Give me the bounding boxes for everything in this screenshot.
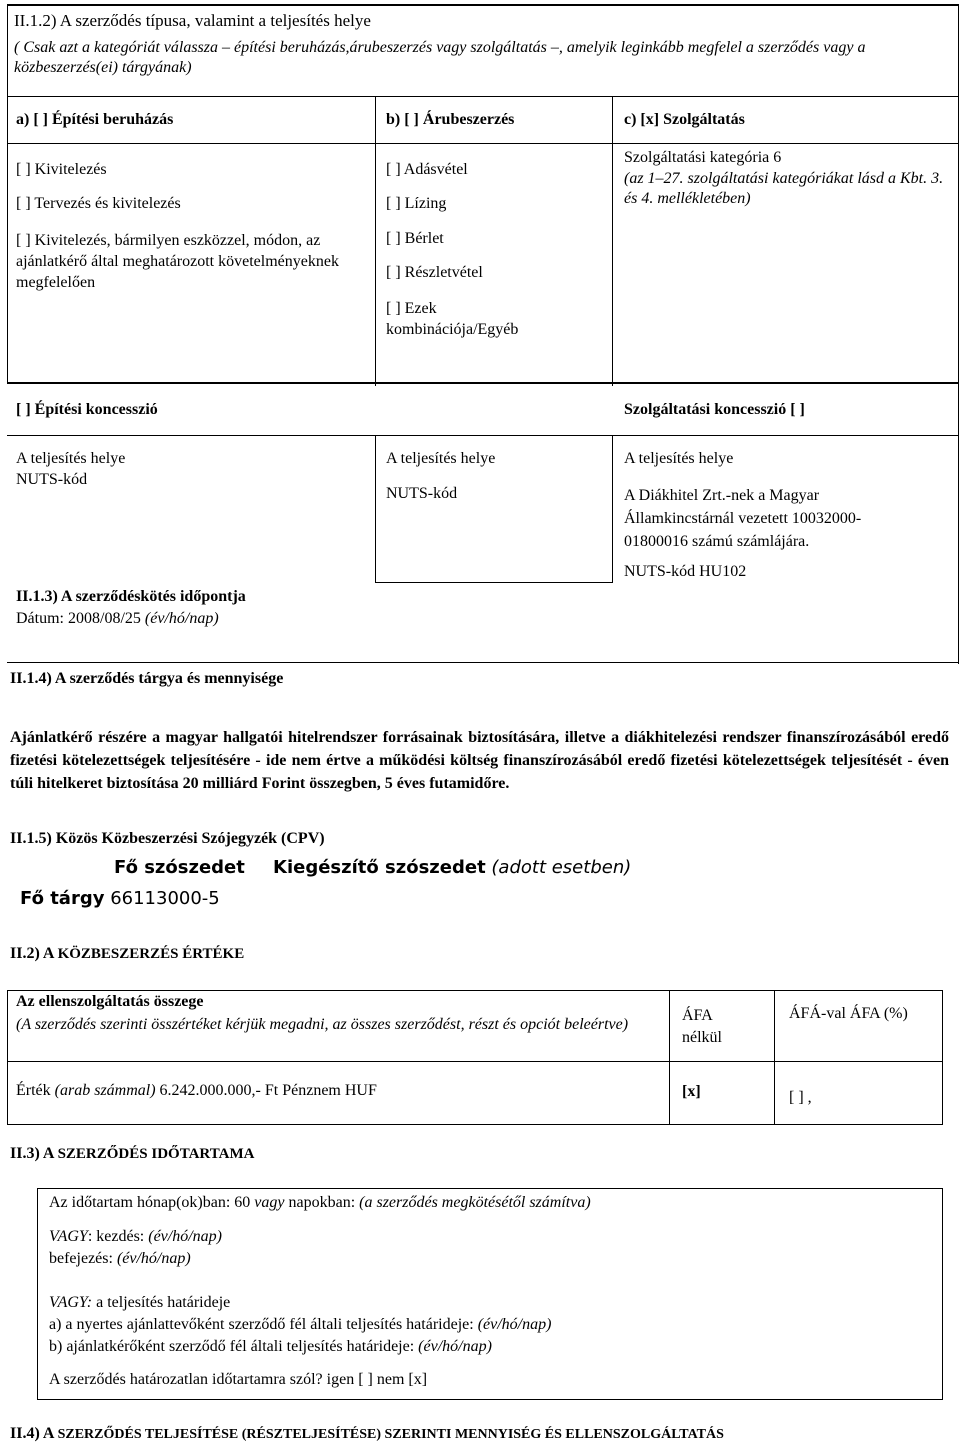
duration-start-label: : kezdés: [87,1228,145,1245]
subject-text: Ajánlatkérő részére a magyar hallgatói hitelrendszer forrásainak biztosítására, illetve a diákhitelezési rendszer finanszírozásából eredő fizetési kötelezettségek teljesítésére - ide nem értve a működési költség finanszírozásából eredő fizetési kötelezettségek teljesítését - éven túli hitelkeret biztosítása 20 milliárd Forint összegben, 5 éves futamidőre. [10,729,949,792]
duration-section-title [10,1145,254,1163]
value-table-top [7,990,943,991]
col-c-category: Szolgáltatási kategória 6 [624,149,782,166]
col-b-item-4: [ ] Részletvétel [386,264,483,281]
duration-months: Az időtartam hónap(ok)ban: 60 [49,1194,251,1211]
box-bottom-border [7,662,959,663]
duration-box-right [942,1188,943,1400]
value-section-title [10,945,244,963]
cpv-supp-vocab-line [273,857,631,878]
subject-title: II.1.4) A szerződés tárgya és mennyisége [10,670,284,687]
duration-box-top [37,1188,943,1189]
duration-end-format: (év/hó/nap) [116,1250,191,1267]
cpv-main-subject [20,888,220,909]
value-header: Az ellenszolgáltatás összege [16,993,204,1010]
value-table-right [942,990,943,1125]
value-hint-arab: (arab számmal) [54,1082,156,1099]
construction-concession: [ ] Építési koncesszió [16,401,158,418]
vat-excl-header: ÁFA nélkül [682,1007,722,1046]
duration-or-1: VAGY [49,1228,88,1245]
box-left-border [7,4,8,384]
header-row-top [7,96,959,97]
cpv-main-subject-label: Fő tárgy [20,888,105,909]
col-b-item-5: [ ] Ezek kombinációja/Egyéb [386,300,519,338]
value-table-left [7,990,8,1125]
duration-a-line [49,1316,551,1334]
duration-months-line [49,1194,591,1212]
duration-days: napokban: [288,1194,356,1211]
duration-deadline-label: a teljesítés határideje [96,1294,231,1311]
duration-from: (a szerződés megkötésétől számítva) [359,1194,591,1211]
section-hint: ( Csak azt a kategóriát válassza – építési beruházás,árubeszerzés vagy szolgáltatás –, amelyik leginkább megfelel a szerződés vagy a közbeszerzés(ei) tárgyának) [14,39,866,76]
value-label: Érték [16,1082,51,1099]
next-section-title [10,1425,724,1443]
box-top-border [7,4,959,6]
concession-top [7,382,959,384]
value-amount-line [16,1082,377,1100]
duration-or-2: VAGY: [49,1294,93,1311]
contract-date [16,610,219,628]
col-a-item-1: [ ] Kivitelezés [16,161,107,178]
place-a-label: A teljesítés helye [16,450,126,467]
duration-end-line [49,1250,191,1268]
concession-bottom [7,435,959,436]
duration-b-text: b) ajánlatkérőként szerződő fél általi teljesítés határideje: [49,1338,415,1355]
place-a-nuts: NUTS-kód [16,471,88,488]
vat-incl-checkbox[interactable]: [ ] , [789,1089,812,1106]
value-title-prefix: II.2) A [10,945,54,962]
col-b-item-2: [ ] Lízing [386,195,447,212]
place-c-text: A Diákhitel Zrt.-nek a Magyar Államkincstárnál vezetett 10032000-01800016 számú számlájára. [624,487,862,550]
value-table-bottom [7,1124,943,1125]
duration-box-bottom [37,1399,943,1400]
value-amount: 6.242.000.000,- Ft Pénznem HUF [159,1082,377,1099]
header-row-bottom [7,143,959,144]
place-b-nuts: NUTS-kód [386,485,458,502]
col-b-item-1: [ ] Adásvétel [386,161,468,178]
contract-date-value: Dátum: 2008/08/25 [16,610,141,627]
duration-title-rest: SZERZŐDÉS IDŐTARTAMA [57,1146,255,1162]
col-divider-2 [612,96,613,386]
cpv-main-vocab: Fő szószedet [114,857,245,878]
duration-a-format: (év/hó/nap) [477,1316,552,1333]
place-col-divider-1 [375,435,376,583]
value-table-row-divider [7,1061,943,1062]
duration-indefinite: A szerződés határozatlan időtartamra szól? igen [ ] nem [x] [49,1371,428,1388]
box-right-border [958,4,959,664]
duration-a-text: a) a nyertes ajánlattevőként szerződő fél általi teljesítés határideje: [49,1316,474,1333]
col-divider-1 [375,96,376,386]
place-b-bottom [375,582,613,583]
place-c-label: A teljesítés helye [624,450,734,467]
duration-end-label: befejezés: [49,1250,113,1267]
col-c-category-note: (az 1–27. szolgáltatási kategóriákat lásd a Kbt. 3. és 4. mellékletében) [624,170,944,207]
cpv-supp-note: (adott esetben) [491,857,632,878]
value-col-divider-1 [669,990,670,1125]
duration-title-prefix: II.3) A [10,1145,54,1162]
cpv-title: II.1.5) Közös Közbeszerzési Szójegyzék (CPV) [10,830,325,847]
vat-excl-checkbox[interactable]: [x] [682,1083,701,1100]
col-a-header: a) [ ] Építési beruházás [16,111,174,128]
contract-date-title: II.1.3) A szerződéskötés időpontja [16,588,246,605]
duration-box-left [37,1188,38,1400]
place-col-divider-2 [612,435,613,583]
next-section-prefix: II.4) A [10,1425,54,1442]
section-title: II.1.2) A szerződés típusa, valamint a teljesítés helye [14,11,371,30]
place-c-nuts: NUTS-kód HU102 [624,563,747,580]
duration-start-line [49,1228,222,1246]
duration-b-format: (év/hó/nap) [418,1338,492,1355]
duration-b-line [49,1338,492,1356]
duration-start-format: (év/hó/nap) [148,1228,222,1245]
duration-or: vagy [254,1194,285,1211]
vat-incl-header: ÁFÁ-val ÁFA (%) [789,1005,908,1022]
col-b-header: b) [ ] Árubeszerzés [386,111,515,128]
value-col-divider-2 [774,990,775,1125]
col-a-item-3: [ ] Kivitelezés, bármilyen eszközzel, módon, az ajánlatkérő által meghatározott követelményeknek megfelelően [16,232,339,291]
col-c-header: c) [x] Szolgáltatás [624,111,745,128]
contract-date-format: (év/hó/nap) [144,610,219,627]
value-title-rest: KÖZBESZERZÉS ÉRTÉKE [57,946,245,962]
place-b-label: A teljesítés helye [386,450,496,467]
duration-deadline-line [49,1294,230,1312]
value-hint: (A szerződés szerinti összértéket kérjük megadni, az összes szerződést, részt és opciót beleértve) [16,1016,629,1033]
next-section-rest: SZERZŐDÉS TELJESÍTÉSE (RÉSZTELJESÍTÉSE) SZERINTI MENNYISÉG ÉS ELLENSZOLGÁLTATÁS [57,1427,724,1442]
cpv-supp-vocab: Kiegészítő szószedet [273,857,486,878]
service-concession: Szolgáltatási koncesszió [ ] [624,401,805,418]
col-b-item-3: [ ] Bérlet [386,230,444,247]
col-a-item-2: [ ] Tervezés és kivitelezés [16,195,181,212]
cpv-main-subject-code: 66113000-5 [110,888,220,909]
